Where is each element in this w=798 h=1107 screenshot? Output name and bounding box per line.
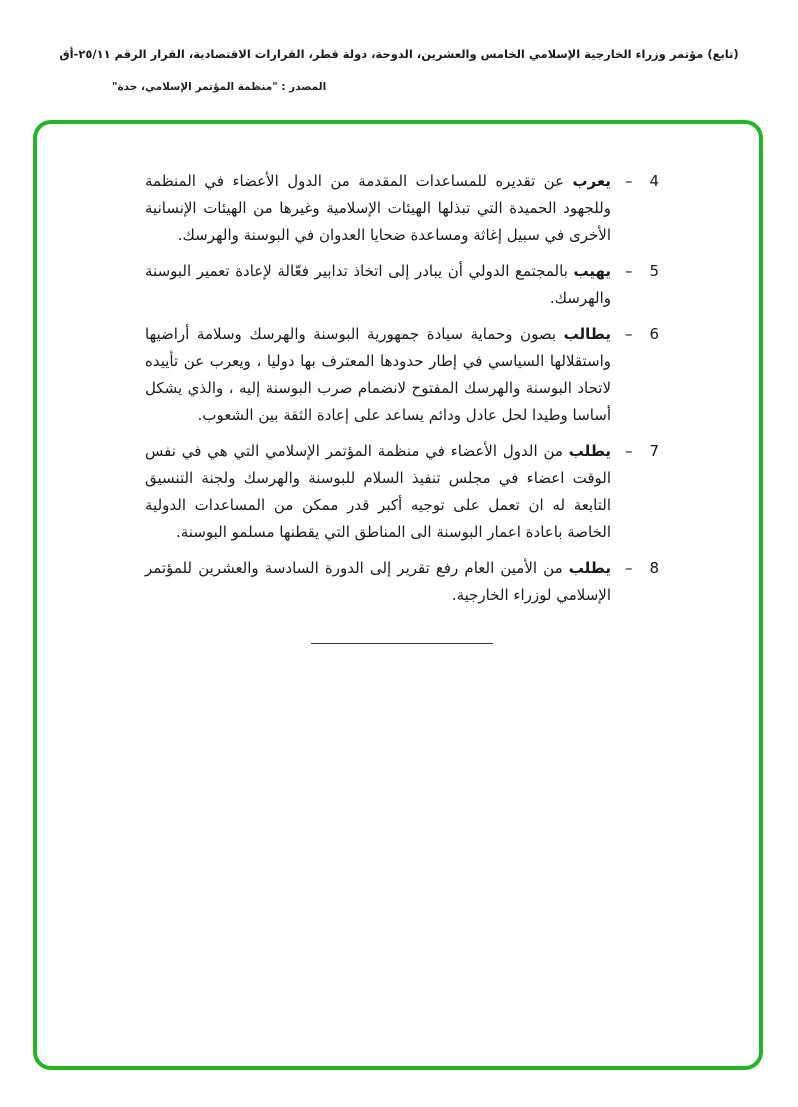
item-body: عن تقديره للمساعدات المقدمة من الدول الأعضاء في المنظمة وللجهود الحميدة التي تبذلها الهيئات الإسلامية وغيرها من الهيئات الإنسانية الأخرى في سبيل إغاثة ومساعدة ضحايا العدوان في البوسنة والهرسك. (145, 172, 611, 245)
header-source: المصدر : "منظمة المؤتمر الإسلامي، جدة" (112, 81, 327, 94)
end-divider (311, 643, 493, 644)
item-body: بصون وحماية سيادة جمهورية البوسنة والهرسك وسلامة أراضيها واستقلالها السياسي في إطار حدودها المعترف بها دوليا ، ويعرب عن تأييده لاتحاد البوسنة والهرسك المفتوح لانضمام صرب البوسنة إليه ، والذي يشكل أساسا وطيدا لحل عادل ودائم يساعد على إعادة الثقة بين الشعوب. (145, 325, 611, 425)
item-text (145, 168, 611, 249)
item-lead-word: يعرب (572, 172, 611, 191)
header-title: (تابع) مؤتمر وزراء الخارجية الإسلامي الخامس والعشرين، الدوحة، دولة قطر، القرارات الاقتصادية، القرار الرقم ٢٥/١١-أق (59, 47, 739, 61)
item-text (145, 555, 611, 609)
item-marker (625, 438, 659, 465)
item-body: من الأمين العام رفع تقرير إلى الدورة السادسة والعشرين للمؤتمر الإسلامي لوزراء الخارجية. (145, 559, 611, 605)
resolution-item-7 (145, 438, 659, 546)
item-body: من الدول الأعضاء في منظمة المؤتمر الإسلامي التي هي في نفس الوقت اعضاء في مجلس تنفيذ السلام للبوسنة والهرسك ولجنة التنسيق التابعة له ان تعمل على توجيه أكبر قدر ممكن من المساعدات الدولية الخاصة باعادة اعمار البوسنة الى المناطق التي يقطنها مسلمو البوسنة. (145, 442, 611, 542)
item-marker (625, 258, 659, 285)
scan-border-frame (33, 120, 763, 1070)
resolution-item-5 (145, 258, 659, 312)
item-dash: – (625, 559, 633, 578)
item-lead-word: يطلب (568, 559, 611, 578)
item-lead-word: يهيب (573, 262, 611, 281)
item-marker (625, 321, 659, 348)
item-dash: – (625, 172, 633, 191)
item-body: بالمجتمع الدولي أن يبادر إلى اتخاذ تدابير فعّالة لإعادة تعمير البوسنة والهرسك. (145, 262, 611, 308)
item-number: 8 (649, 559, 659, 578)
item-dash: – (625, 262, 633, 281)
item-lead-word: يطلب (568, 442, 611, 461)
item-marker (625, 168, 659, 195)
resolution-item-6 (145, 321, 659, 429)
item-text (145, 438, 611, 546)
resolution-item-8 (145, 555, 659, 609)
item-text (145, 321, 611, 429)
item-lead-word: يطالب (563, 325, 611, 344)
item-marker (625, 555, 659, 582)
item-text (145, 258, 611, 312)
resolution-body (37, 124, 759, 644)
item-number: 4 (649, 172, 659, 191)
document-header (0, 46, 798, 94)
header-source-row (0, 75, 798, 94)
item-number: 6 (649, 325, 659, 344)
item-number: 7 (649, 442, 659, 461)
resolution-item-4 (145, 168, 659, 249)
item-dash: – (625, 325, 633, 344)
item-number: 5 (649, 262, 659, 281)
item-dash: – (625, 442, 633, 461)
